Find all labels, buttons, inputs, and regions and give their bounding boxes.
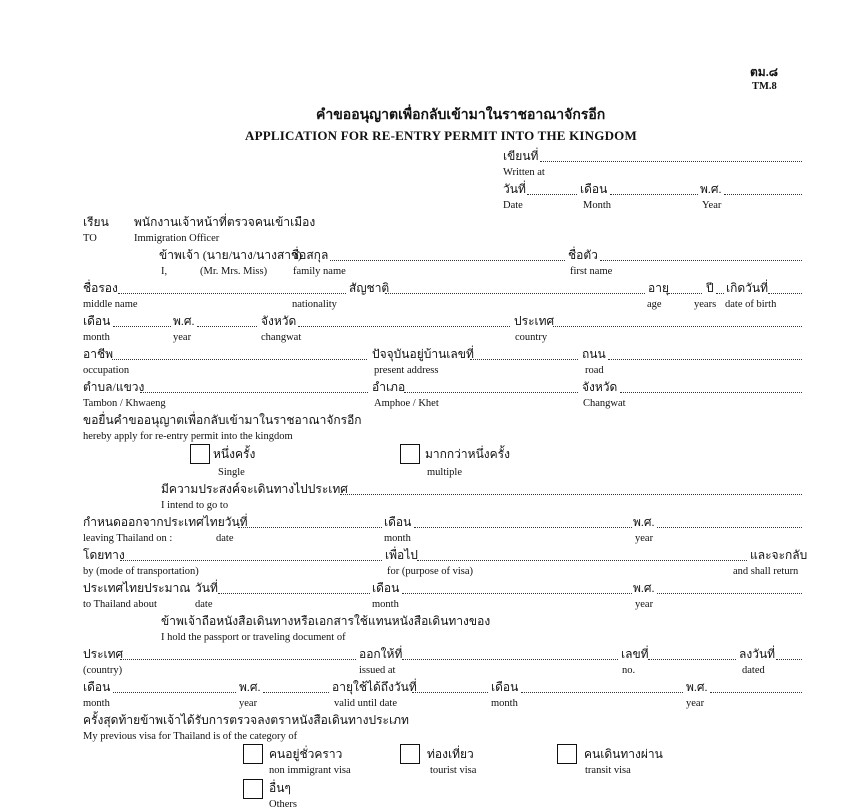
single-entry-checkbox[interactable] [190, 444, 210, 464]
written-at-label-th: เขียนที่ [503, 149, 539, 163]
to-label-en: TO [83, 233, 97, 244]
date-label-en: Date [503, 200, 523, 211]
return-month-label-en: month [372, 599, 399, 610]
return-year-label-en: year [635, 599, 654, 610]
issue-year-label-th: พ.ศ. [239, 680, 261, 694]
issue-month-label-en: month [83, 698, 110, 709]
purpose-field[interactable] [417, 560, 747, 561]
tourist-visa-checkbox[interactable] [400, 744, 420, 764]
dated-label-th: ลงวันที่ [739, 647, 776, 661]
years-label-en: years [694, 299, 717, 310]
first-name-field[interactable] [600, 260, 802, 261]
age-label-en: age [647, 299, 662, 310]
tambon-field[interactable] [140, 392, 368, 393]
amphoe-label-th: อำเภอ [372, 380, 406, 394]
return-to-label-th: ประเทศไทยประมาณ [83, 581, 191, 595]
valid-month-label-en: month [491, 698, 518, 709]
birth-year-label-th: พ.ศ. [173, 314, 195, 328]
leaving-year-label-th: พ.ศ. [633, 515, 655, 529]
family-name-label-th: ชื่อสกุล [291, 248, 329, 262]
to-label-th: เรียน [83, 215, 109, 229]
return-label-en: and shall return [733, 566, 799, 577]
passport-country-label-th: ประเทศ [83, 647, 124, 661]
passport-country-label-en: (country) [83, 665, 123, 676]
valid-month-field[interactable] [521, 692, 683, 693]
apply-text-en: hereby apply for re-entry permit into the kingdom [83, 431, 293, 442]
valid-month-label-th: เดือน [491, 680, 519, 694]
year-label-th: พ.ศ. [700, 182, 722, 196]
issued-at-label-th: ออกให้ที่ [359, 647, 403, 661]
occupation-label-en: occupation [83, 365, 130, 376]
tourist-label-en: tourist visa [430, 765, 477, 776]
intend-label-en: I intend to go to [161, 500, 229, 511]
leaving-month-label-th: เดือน [384, 515, 412, 529]
address-field[interactable] [470, 359, 578, 360]
transport-label-en: by (mode of transportation) [83, 566, 199, 577]
age-label-th: อายุ [648, 281, 669, 295]
i-label-en: I, [161, 266, 168, 277]
dated-label-en: dated [742, 665, 765, 676]
non-immigrant-visa-checkbox[interactable] [243, 744, 263, 764]
address-label-th: ปัจจุบันอยู่บ้านเลขที่ [372, 347, 474, 361]
leaving-label-en: leaving Thailand on : [83, 533, 173, 544]
leaving-date-field[interactable] [238, 527, 382, 528]
road-label-en: road [585, 365, 604, 376]
year-field[interactable] [724, 194, 802, 195]
birth-country-label-en: country [515, 332, 548, 343]
birth-year-field[interactable] [197, 326, 257, 327]
single-label-th: หนึ่งครั้ง [213, 447, 256, 461]
title-english: APPLICATION FOR RE-ENTRY PERMIT INTO THE KINGDOM [245, 128, 637, 143]
date-label-th: วันที่ [503, 182, 526, 196]
issue-year-label-en: year [239, 698, 258, 709]
transit-visa-checkbox[interactable] [557, 744, 577, 764]
leaving-month-label-en: month [384, 533, 411, 544]
written-at-field[interactable] [540, 161, 802, 162]
passport-no-field[interactable] [648, 659, 736, 660]
age-field[interactable] [668, 293, 702, 294]
multiple-label-th: มากกว่าหนึ่งครั้ง [425, 447, 510, 461]
apply-text-th: ขอยื่นคำขออนุญาตเพื่อกลับเข้ามาในราชอาณาจักรอีก [83, 413, 362, 427]
purpose-label-en: for (purpose of visa) [387, 566, 474, 577]
dob-label-th: เกิดวันที่ [726, 281, 769, 295]
first-name-label-en: first name [570, 266, 613, 277]
return-month-field[interactable] [402, 593, 632, 594]
middle-name-field[interactable] [118, 293, 346, 294]
passport-no-label-en: no. [622, 665, 636, 676]
multiple-entry-checkbox[interactable] [400, 444, 420, 464]
i-label-th: ข้าพเจ้า (นาย/นาง/นางสาว) [159, 248, 302, 262]
birth-country-label-th: ประเทศ [514, 314, 555, 328]
other-label-th: อื่นๆ [269, 781, 291, 795]
first-name-label-th: ชื่อตัว [568, 248, 598, 262]
return-date-field[interactable] [218, 593, 370, 594]
passport-no-label-th: เลขที่ [621, 647, 649, 661]
date-field[interactable] [527, 194, 577, 195]
leaving-date-label-en: date [216, 533, 234, 544]
tourist-label-th: ท่องเที่ยว [427, 747, 474, 761]
previous-visa-label-en: My previous visa for Thailand is of the category of [83, 731, 298, 742]
officer-en: Immigration Officer [134, 233, 220, 244]
year-label-en: Year [702, 200, 722, 211]
leaving-label-th: กำหนดออกจากประเทศไทยวันที่ [83, 515, 248, 529]
address-label-en: present address [374, 365, 439, 376]
tambon-label-th: ตำบล/แขวง [83, 380, 145, 394]
previous-visa-label-th: ครั้งสุดท้ายข้าพเจ้าได้รับการตรวจลงตราหนังสือเดินทางประเภท [83, 713, 409, 727]
return-month-label-th: เดือน [372, 581, 400, 595]
return-to-label-en: to Thailand about [83, 599, 157, 610]
destination-country-field[interactable] [340, 494, 802, 495]
valid-until-label-th: อายุใช้ได้ถึงวันที่ [332, 680, 417, 694]
valid-year-label-th: พ.ศ. [686, 680, 708, 694]
road-label-th: ถนน [582, 347, 606, 361]
transit-label-en: transit visa [585, 765, 631, 776]
month-field[interactable] [610, 194, 698, 195]
middle-name-label-en: middle name [83, 299, 138, 310]
nationality-field[interactable] [385, 293, 645, 294]
birth-month-field[interactable] [113, 326, 171, 327]
issue-month-label-th: เดือน [83, 680, 111, 694]
birth-country-field[interactable] [553, 326, 802, 327]
month-label-th: เดือน [580, 182, 608, 196]
nationality-label-th: สัญชาติ [349, 281, 390, 295]
occupation-field[interactable] [112, 359, 367, 360]
purpose-label-th: เพื่อไป [385, 548, 418, 562]
month-label-en: Month [583, 200, 612, 211]
valid-year-field[interactable] [710, 692, 802, 693]
form-code-en: TM.8 [752, 81, 777, 92]
transport-label-th: โดยทาง [83, 548, 125, 562]
birth-changwat-label-th: จังหวัด [261, 314, 297, 328]
occupation-label-th: อาชีพ [83, 347, 113, 361]
valid-until-label-en: valid until date [334, 698, 397, 709]
birth-month-label-th: เดือน [83, 314, 111, 328]
return-year-label-th: พ.ศ. [633, 581, 655, 595]
family-name-label-en: family name [293, 266, 346, 277]
passport-country-field[interactable] [120, 659, 356, 660]
title-thai: คำขออนุญาตเพื่อกลับเข้ามาในราชอาณาจักรอีก [316, 108, 606, 123]
other-visa-checkbox[interactable] [243, 779, 263, 799]
intend-label-th: มีความประสงค์จะเดินทางไปประเทศ [161, 482, 348, 496]
leaving-year-label-en: year [635, 533, 654, 544]
form-code-th: ตม.๘ [750, 65, 778, 79]
road-field[interactable] [608, 359, 802, 360]
transport-field[interactable] [120, 560, 382, 561]
middle-name-label-th: ชื่อรอง [83, 281, 118, 295]
tambon-label-en: Tambon / Khwaeng [83, 398, 166, 409]
title-options-en: (Mr. Mrs. Miss) [200, 266, 268, 277]
leaving-month-field[interactable] [414, 527, 632, 528]
issued-at-label-en: issued at [359, 665, 396, 676]
dob-label-en: date of birth [725, 299, 777, 310]
dated-field[interactable] [776, 659, 802, 660]
transit-label-th: คนเดินทางผ่าน [584, 747, 663, 761]
issue-month-field[interactable] [113, 692, 236, 693]
passport-label-th: ข้าพเจ้าถือหนังสือเดินทางหรือเอกสารใช้แทนหนังสือเดินทางของ [161, 614, 491, 628]
birth-year-label-en: year [173, 332, 192, 343]
birth-month-label-en: month [83, 332, 110, 343]
dob-field[interactable] [768, 293, 802, 294]
non-immigrant-label-en: non immigrant visa [269, 765, 351, 776]
single-label-en: Single [218, 467, 245, 478]
return-date-label-en: date [195, 599, 213, 610]
other-label-en: Others [269, 799, 297, 810]
years-gap [716, 293, 724, 294]
valid-until-field[interactable] [412, 692, 488, 693]
return-date-label-th: วันที่ [195, 581, 218, 595]
return-year-field[interactable] [657, 593, 802, 594]
passport-label-en: I hold the passport or traveling document of [161, 632, 346, 643]
years-label-th: ปี [706, 281, 714, 295]
multiple-label-en: multiple [427, 467, 462, 478]
amphoe-label-en: Amphoe / Khet [374, 398, 439, 409]
addr-changwat-label-en: Changwat [583, 398, 626, 409]
valid-year-label-en: year [686, 698, 705, 709]
nationality-label-en: nationality [292, 299, 337, 310]
birth-changwat-label-en: changwat [261, 332, 302, 343]
amphoe-field[interactable] [404, 392, 578, 393]
addr-changwat-label-th: จังหวัด [582, 380, 618, 394]
written-at-label-en: Written at [503, 167, 545, 178]
leaving-year-field[interactable] [657, 527, 802, 528]
birth-changwat-field[interactable] [298, 326, 510, 327]
addr-changwat-field[interactable] [620, 392, 802, 393]
officer-th: พนักงานเจ้าหน้าที่ตรวจคนเข้าเมือง [134, 215, 316, 229]
non-immigrant-label-th: คนอยู่ชั่วคราว [269, 747, 343, 761]
return-label-th: และจะกลับ [750, 548, 808, 562]
issue-year-field[interactable] [263, 692, 329, 693]
issued-at-field[interactable] [402, 659, 618, 660]
family-name-field[interactable] [330, 260, 565, 261]
